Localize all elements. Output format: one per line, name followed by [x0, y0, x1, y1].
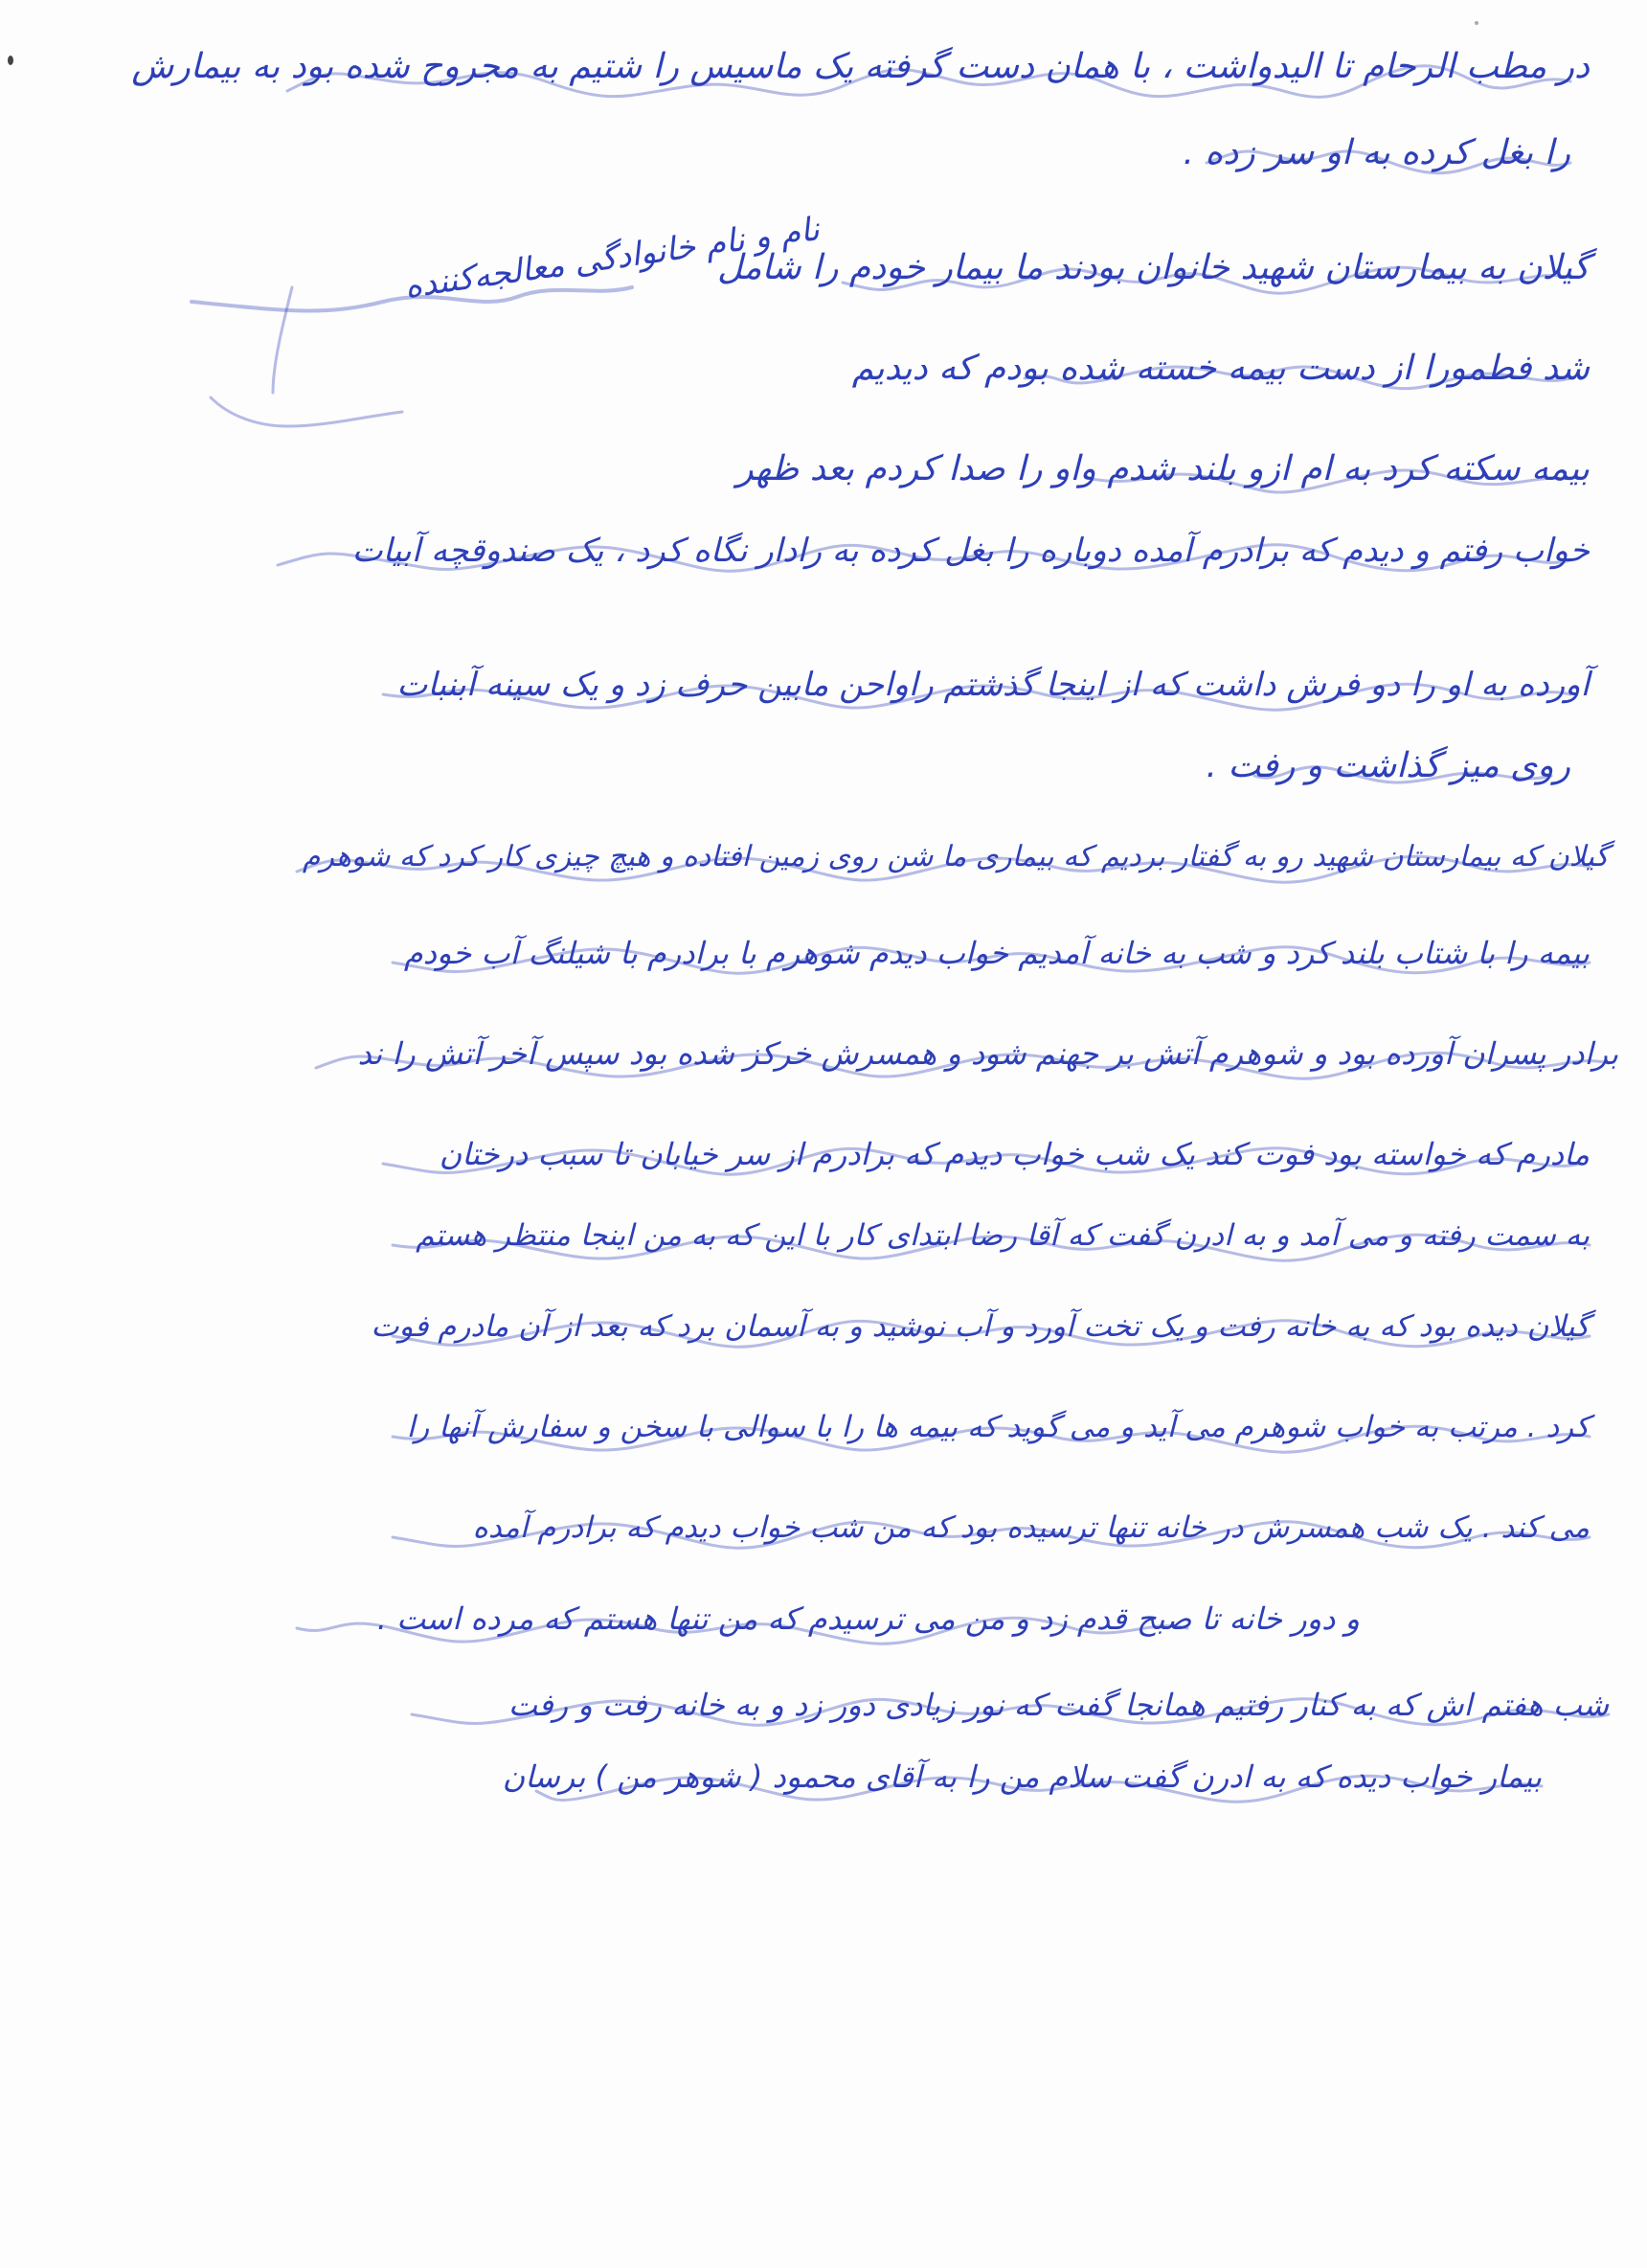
- text-line-14: گیلان دیده بود که به خانه رفت و یک تخت آورد و آب نوشید و به آسمان برد که بعد از آن مادرم فوت: [371, 1309, 1590, 1344]
- margin-note: نام و نام خانوادگی معالجه‌کننده: [402, 210, 823, 306]
- text-line-9: گیلان که بیمارستان شهید رو به گفتار بردیم که بیماری ما شن روی زمین افتاده و هیچ چیزی کار کرد که شوهرم: [302, 840, 1609, 873]
- text-line-10: بیمه را با شتاب بلند کرد و شب به خانه آمدیم خواب دیدم شوهرم با برادرم با شیلنگ آب خودم: [403, 935, 1590, 971]
- text-line-2: را بغل کرده به او سر زده .: [1183, 133, 1570, 172]
- text-line-17: و دور خانه تا صبح قدم زد و من می ترسیدم که من تنها هستم که مرده است .: [376, 1600, 1360, 1637]
- text-line-3: گیلان به بیمارستان شهید خانوان بودند ما بیمار خودم را شامل: [716, 248, 1590, 287]
- text-line-15: کرد . مرتب به خواب شوهرم می آید و می گوید که بیمه ها را با سوالی با سخن و سفارش آنها را: [406, 1410, 1590, 1444]
- text-line-16: می کند . یک شب همسرش در خانه تنها ترسیده بود که من شب خواب دیدم که برادرم آمده: [472, 1510, 1590, 1545]
- text-line-8: روی میز گذاشت و رفت .: [1206, 746, 1570, 785]
- text-line-12: مادرم که خواسته بود فوت کند یک شب خواب دیدم که برادرم از سر خیابان تا سبب درختان: [439, 1136, 1590, 1172]
- text-line-1: در مطب الرحام تا الیدواشت ، با همان دست گرفته یک ماسیس را شتیم به مجروح شده بود به بیمارش: [131, 47, 1590, 86]
- text-line-19: بیمار خواب دیده که به ادرن گفت سلام من را به آقای محمود ( شوهر من ) برسان: [502, 1758, 1542, 1795]
- text-line-13: به سمت رفته و می آمد و به ادرن گفت که آقا رضا ابتدای کار با این که به من اینجا منتظر هستم: [416, 1218, 1590, 1253]
- text-line-4: شد فطمورا از دست بیمه خسته شده بودم که دیدیم: [851, 349, 1590, 388]
- text-line-5: بیمه سکته کرد به ام ازو بلند شدم واو را صدا کردم بعد ظهر: [736, 449, 1590, 488]
- text-line-11: برادر پسران آورده بود و شوهرم آتش بر جهنم شود و همسرش خرکز شده بود سپس آخر آتش را ند: [357, 1035, 1618, 1072]
- text-line-7: آورده به او را دو فرش داشت که از اینجا گذشتم راواحن مابین حرف زد و یک سینه آبنبات: [396, 666, 1590, 704]
- text-line-6: خواب رفتم و دیدم که برادرم آمده دوباره را بغل کرده به رادار نگاه کرد ، یک صندوقچه آبیات: [351, 532, 1590, 570]
- text-line-18: شب هفتم اش که به کنار رفتیم همانجا گفت که نور زیادی دور زد و به خانه رفت و رفت: [508, 1687, 1609, 1723]
